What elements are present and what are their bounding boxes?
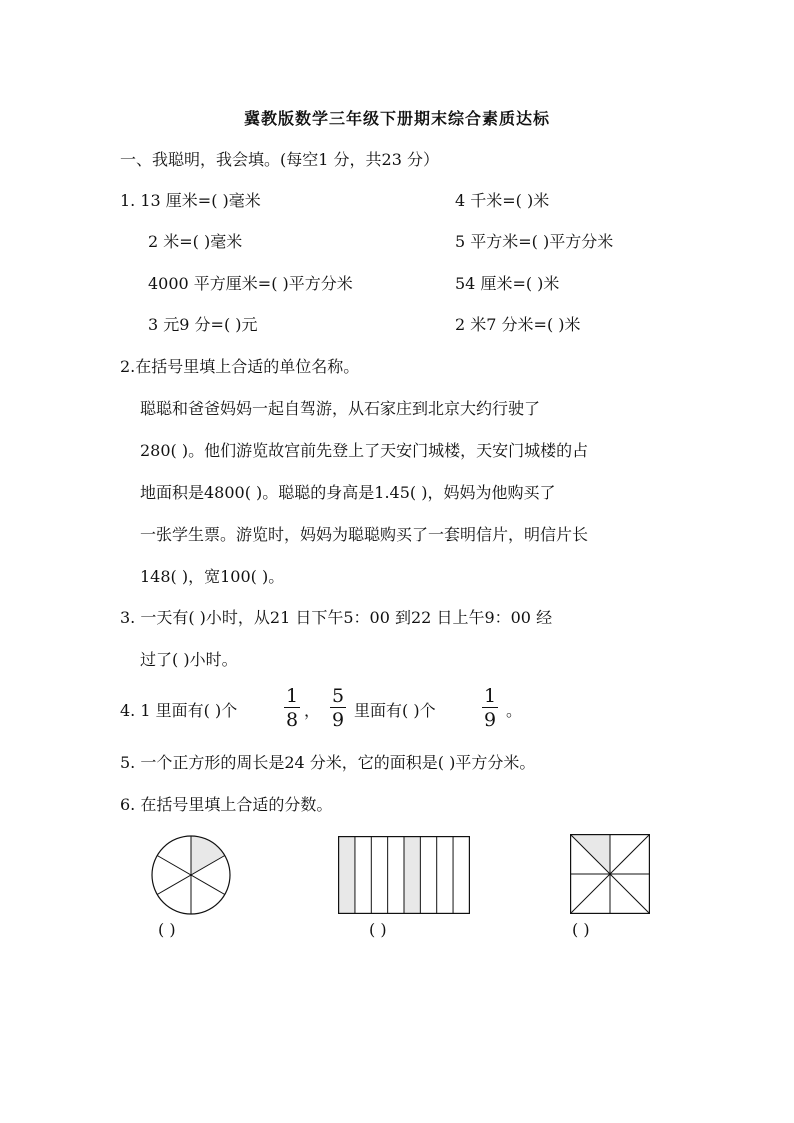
section1-heading: 一、我聪明，我会填。(每空1 分，共23 分） <box>120 150 439 169</box>
square-figure <box>570 834 650 914</box>
q4-comma: ， <box>304 701 321 720</box>
fraction-denominator: 9 <box>483 709 497 731</box>
shaded-strip <box>339 837 355 914</box>
circle-figure <box>148 832 234 918</box>
fraction-1-8 <box>284 686 300 730</box>
answer-blank-3[interactable]: ( ) <box>572 920 590 939</box>
q3-line-1: 3. 一天有( )小时，从21 日下午5：00 到22 日上午9：00 经 <box>120 608 553 627</box>
q2-line-1: 聪聪和爸爸妈妈一起自驾游，从石家庄到北京大约行驶了 <box>140 399 541 418</box>
q1-item-5: 4000 平方厘米=( )平方分米 <box>148 274 353 293</box>
fraction-numerator: 1 <box>285 685 299 707</box>
fraction-numerator: 5 <box>331 685 345 707</box>
q1-item-7: 3 元9 分=( )元 <box>148 315 258 334</box>
q4-part-2: 里面有( )个 <box>354 701 436 720</box>
shaded-strip <box>404 837 420 914</box>
q3-line-2: 过了( )小时。 <box>140 650 238 669</box>
q1-item-6: 54 厘米=( )米 <box>455 274 560 293</box>
strips-figure <box>338 836 470 914</box>
fraction-numerator: 1 <box>483 685 497 707</box>
fraction-1-9 <box>482 686 498 730</box>
q6-prompt: 6. 在括号里填上合适的分数。 <box>120 795 333 814</box>
q4-end: 。 <box>506 701 523 720</box>
q1-item-2: 4 千米=( )米 <box>455 191 550 210</box>
q1-item-3: 2 米=( )毫米 <box>148 232 243 251</box>
q2-prompt: 2.在括号里填上合适的单位名称。 <box>120 357 360 376</box>
q1-item-1: 1. 13 厘米=( )毫米 <box>120 191 261 210</box>
q2-line-5: 148( )，宽100( )。 <box>140 567 285 586</box>
q2-line-3: 地面积是4800( )。聪聪的身高是1.45( )，妈妈为他购买了 <box>140 483 556 502</box>
q1-item-4: 5 平方米=( )平方分米 <box>455 232 614 251</box>
answer-blank-2[interactable]: ( ) <box>369 920 387 939</box>
fraction-bar <box>284 707 300 708</box>
q2-line-4: 一张学生票。游览时，妈妈为聪聪购买了一套明信片，明信片长 <box>140 525 589 544</box>
fraction-bar <box>330 707 346 708</box>
answer-blank-1[interactable]: ( ) <box>158 920 176 939</box>
fraction-5-9 <box>330 686 346 730</box>
q2-line-2: 280( )。他们游览故宫前先登上了天安门城楼，天安门城楼的占 <box>140 441 589 460</box>
q1-item-8: 2 米7 分米=( )米 <box>455 315 581 334</box>
fraction-bar <box>482 707 498 708</box>
fraction-denominator: 9 <box>331 709 345 731</box>
q5-line: 5. 一个正方形的周长是24 分米，它的面积是( )平方分米。 <box>120 753 536 772</box>
shaded-sector <box>191 836 225 875</box>
fraction-denominator: 8 <box>285 709 299 731</box>
q4-part-1: 4. 1 里面有( )个 <box>120 701 238 720</box>
page-title: 冀教版数学三年级下册期末综合素质达标 <box>243 109 550 128</box>
